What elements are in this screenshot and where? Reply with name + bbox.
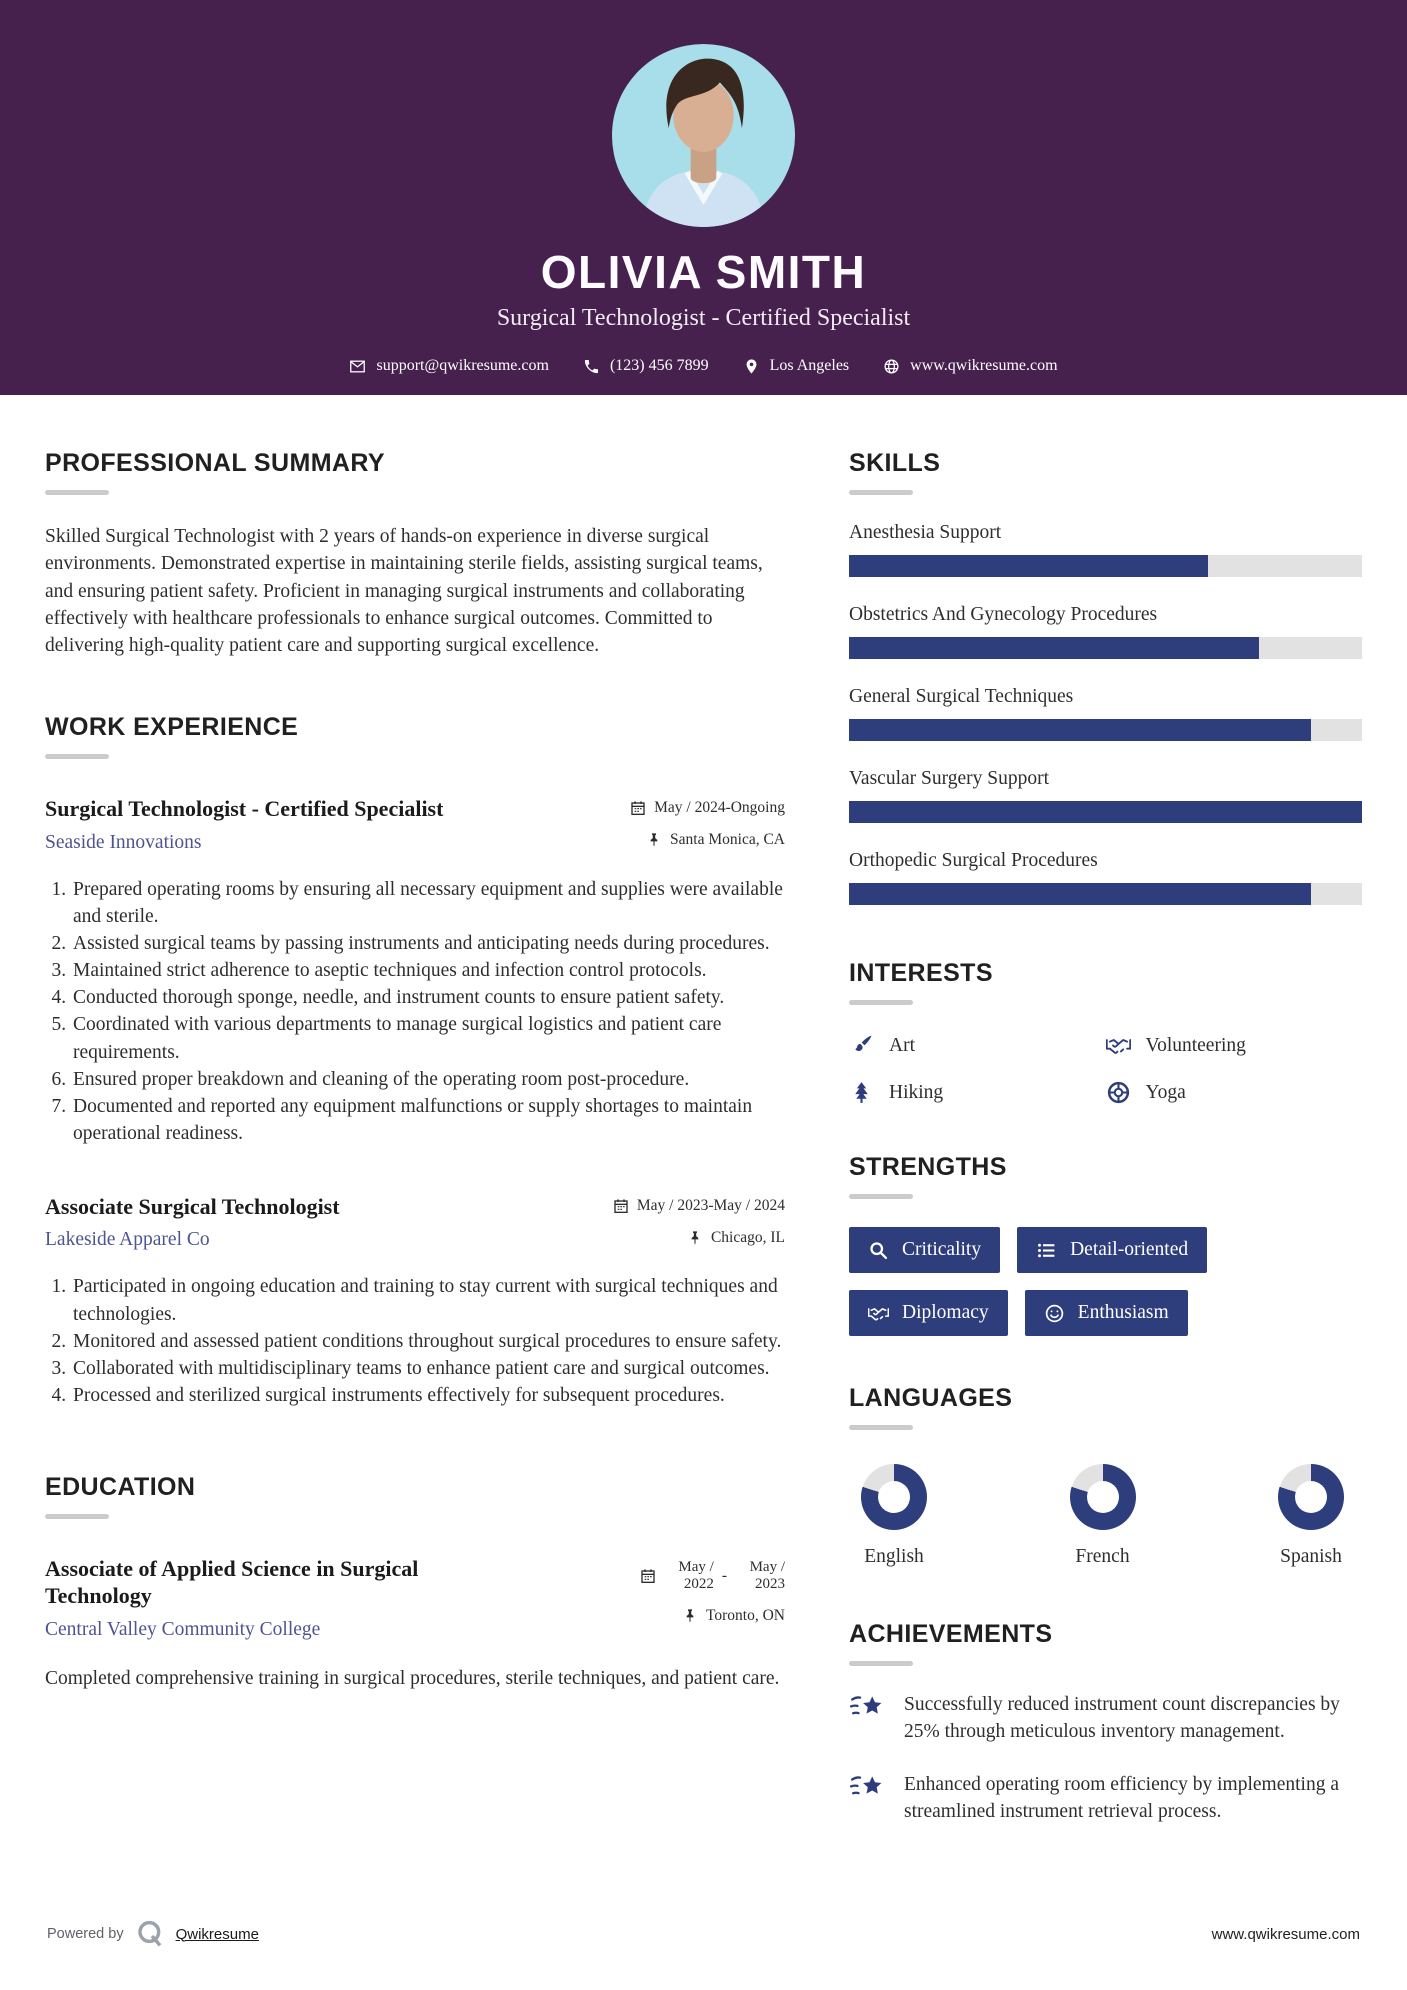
achievement-item: Successfully reduced instrument count discrepancies by 25% through meticulous inventory management. xyxy=(849,1692,1362,1746)
envelope-icon xyxy=(349,358,366,375)
calendar-icon xyxy=(630,800,646,816)
skill-label: Obstetrics And Gynecology Procedures xyxy=(849,604,1158,625)
footer-website: www.qwikresume.com xyxy=(1211,1925,1360,1943)
duty-item: 1. Prepared operating rooms by ensuring all necessary equipment and supplies were available and sterile. xyxy=(71,876,785,930)
education-header xyxy=(45,1555,785,1641)
duty-item: 7. Documented and reported any equipment malfunctions or supply shortages to maintain operational readiness. xyxy=(71,1093,785,1147)
job-meta xyxy=(613,1193,785,1247)
heading-rule xyxy=(849,1194,913,1199)
duty-item: 5. Coordinated with various departments to manage surgical logistics and patient care requirements. xyxy=(71,1011,785,1065)
pine-tree-icon xyxy=(849,1080,874,1105)
language-label: English xyxy=(864,1546,924,1567)
globe-icon xyxy=(883,358,900,375)
job-title: Associate Surgical Technologist xyxy=(45,1193,340,1219)
interest-item: Volunteering xyxy=(1106,1033,1363,1058)
job-header xyxy=(45,1193,785,1252)
skill-bar-fill xyxy=(849,637,1259,659)
heading-rule xyxy=(45,1514,109,1519)
job-header xyxy=(45,795,785,854)
footer xyxy=(0,1888,1407,1990)
strengths-heading: STRENGTHS xyxy=(849,1153,1007,1181)
education-description: Completed comprehensive training in surgical procedures, sterile techniques, and patient care. xyxy=(45,1667,780,1689)
heading-rule xyxy=(849,1000,913,1005)
language-label: French xyxy=(1075,1546,1130,1567)
skill-bar xyxy=(849,637,1362,659)
interests-section xyxy=(849,959,1362,1105)
contact-email[interactable]: support@qwikresume.com xyxy=(349,357,548,375)
wheel-icon xyxy=(1106,1080,1131,1105)
skill-row xyxy=(849,522,1362,577)
education-dates xyxy=(640,1559,785,1594)
languages-heading: LANGUAGES xyxy=(849,1384,1013,1412)
language-item xyxy=(1070,1464,1136,1568)
school-link[interactable]: Central Valley Community College xyxy=(45,1618,321,1640)
interests-heading: INTERESTS xyxy=(849,959,993,987)
education-meta xyxy=(640,1555,785,1626)
heading-rule xyxy=(849,1425,913,1430)
degree-title: Associate of Applied Science in Surgical Technology xyxy=(45,1555,419,1609)
heading-rule xyxy=(45,490,109,495)
skill-label: General Surgical Techniques xyxy=(849,686,1074,707)
skill-bar-fill xyxy=(849,883,1311,905)
duty-item: 2. Assisted surgical teams by passing instruments and anticipating needs during procedures. xyxy=(71,930,785,957)
languages-section xyxy=(849,1384,1362,1568)
achievement-item: Enhanced operating room efficiency by implementing a streamlined instrument retrieval process. xyxy=(849,1772,1362,1826)
summary-heading: PROFESSIONAL SUMMARY xyxy=(45,449,385,477)
left-column xyxy=(45,449,785,1692)
skill-label: Orthopedic Surgical Procedures xyxy=(849,850,1098,871)
skill-bar-fill xyxy=(849,555,1208,577)
job-location: Chicago, IL xyxy=(613,1229,785,1247)
skill-bar-fill xyxy=(849,801,1362,823)
language-label: Spanish xyxy=(1280,1546,1342,1567)
job-dates: May / 2024-Ongoing xyxy=(630,799,785,817)
header-banner xyxy=(0,0,1407,395)
duty-item: 3. Maintained strict adherence to aseptic techniques and infection control protocols. xyxy=(71,957,785,984)
duty-item: 6. Ensured proper breakdown and cleaning of the operating room post-procedure. xyxy=(71,1066,785,1093)
handshake-icon xyxy=(868,1303,889,1324)
date-end: May / 2023 xyxy=(749,1558,785,1593)
job-duties-list xyxy=(45,876,785,1147)
calendar-icon xyxy=(640,1568,656,1584)
smiley-icon xyxy=(1044,1303,1065,1324)
skill-row xyxy=(849,850,1362,905)
date-separator: - xyxy=(721,1567,727,1585)
qwikresume-link[interactable]: Qwikresume xyxy=(175,1925,259,1943)
strengths-section xyxy=(849,1153,1362,1336)
pushpin-icon xyxy=(682,1608,698,1624)
contact-location: Los Angeles xyxy=(743,357,850,375)
shooting-star-icon xyxy=(849,1693,887,1725)
date-start: May / 2022 xyxy=(678,1558,714,1593)
strength-pill: Criticality xyxy=(849,1227,1000,1273)
skill-bar xyxy=(849,719,1362,741)
skill-row xyxy=(849,768,1362,823)
company-link[interactable]: Seaside Innovations xyxy=(45,831,202,853)
duty-item: 4. Conducted thorough sponge, needle, and instrument counts to ensure patient safety. xyxy=(71,984,785,1011)
skill-bar-fill xyxy=(849,719,1311,741)
contact-website[interactable]: www.qwikresume.com xyxy=(883,357,1057,375)
experience-heading: WORK EXPERIENCE xyxy=(45,713,299,742)
skill-label: Vascular Surgery Support xyxy=(849,768,1050,789)
interest-item: Hiking xyxy=(849,1080,1106,1105)
powered-by-label: Powered by xyxy=(47,1926,124,1942)
strength-pills xyxy=(849,1227,1362,1336)
calendar-icon xyxy=(613,1198,629,1214)
summary-text: Skilled Surgical Technologist with 2 years of hands-on experience in diverse surgical environments. Demonstrated expertise in maintaining sterile fields, assisting surgical teams, and ensuring patient safety. Proficient in managing surgical instruments and collaborating effectively with healthcare professionals to enhance surgical outcomes. Committed to delivering high-quality patient care and supporting surgical excellence. xyxy=(45,526,763,657)
contact-row xyxy=(0,357,1407,375)
qwikresume-logo-icon xyxy=(134,1918,166,1950)
education-location: Toronto, ON xyxy=(640,1607,785,1625)
list-icon xyxy=(1036,1240,1057,1261)
job-duties-list xyxy=(45,1273,785,1408)
job-meta xyxy=(630,795,785,849)
job-location: Santa Monica, CA xyxy=(630,831,785,849)
candidate-name: OLIVIA SMITH xyxy=(540,246,867,298)
skill-bar xyxy=(849,555,1362,577)
skill-row xyxy=(849,686,1362,741)
pushpin-icon xyxy=(646,832,662,848)
strength-pill: Detail-oriented xyxy=(1017,1227,1207,1273)
job-entry xyxy=(45,795,785,1146)
magnifier-icon xyxy=(868,1240,889,1261)
duty-item: 1. Participated in ongoing education and training to stay current with surgical techniques and technologies. xyxy=(71,1273,785,1327)
heading-rule xyxy=(849,1661,913,1666)
education-section xyxy=(45,1473,785,1692)
education-entry xyxy=(45,1555,785,1692)
phone-icon xyxy=(583,358,600,375)
pushpin-icon xyxy=(687,1230,703,1246)
candidate-title: Surgical Technologist - Certified Specialist xyxy=(496,305,911,331)
interests-grid xyxy=(849,1033,1362,1105)
company-link[interactable]: Lakeside Apparel Co xyxy=(45,1229,210,1251)
heading-rule xyxy=(45,754,109,759)
right-column xyxy=(849,449,1362,1826)
language-item xyxy=(861,1464,927,1568)
language-donut xyxy=(1070,1464,1136,1530)
summary-section xyxy=(45,449,785,659)
language-item xyxy=(1278,1464,1344,1568)
languages-row xyxy=(849,1464,1362,1568)
job-title: Surgical Technologist - Certified Specialist xyxy=(45,796,444,822)
footer-branding xyxy=(47,1918,259,1950)
language-donut xyxy=(1278,1464,1344,1530)
experience-section xyxy=(45,713,785,1408)
interest-item: Art xyxy=(849,1033,1106,1058)
skill-bar xyxy=(849,883,1362,905)
strength-pill: Enthusiasm xyxy=(1025,1290,1188,1336)
person-portrait-icon xyxy=(612,44,795,227)
job-entry xyxy=(45,1193,785,1409)
duty-item: 2. Monitored and assessed patient conditions throughout surgical procedures to ensure safety. xyxy=(71,1328,785,1355)
skill-label: Anesthesia Support xyxy=(849,522,1002,543)
handshake-icon xyxy=(1106,1033,1131,1058)
skill-bar xyxy=(849,801,1362,823)
paintbrush-icon xyxy=(849,1033,874,1058)
skills-heading: SKILLS xyxy=(849,449,941,477)
achievements-heading: ACHIEVEMENTS xyxy=(849,1620,1053,1648)
main-content xyxy=(0,395,1407,1888)
duty-item: 4. Processed and sterilized surgical instruments effectively for subsequent procedures. xyxy=(71,1382,785,1409)
interest-item: Yoga xyxy=(1106,1080,1363,1105)
contact-phone[interactable]: (123) 456 7899 xyxy=(583,357,709,375)
shooting-star-icon xyxy=(849,1773,887,1805)
heading-rule xyxy=(849,490,913,495)
strength-pill: Diplomacy xyxy=(849,1290,1008,1336)
profile-photo xyxy=(612,44,795,227)
skill-row xyxy=(849,604,1362,659)
language-donut xyxy=(861,1464,927,1530)
skills-section xyxy=(849,449,1362,905)
job-dates: May / 2023-May / 2024 xyxy=(613,1197,785,1215)
map-pin-icon xyxy=(743,358,760,375)
achievements-section xyxy=(849,1620,1362,1826)
duty-item: 3. Collaborated with multidisciplinary teams to enhance patient care and surgical outcomes. xyxy=(71,1355,785,1382)
education-heading: EDUCATION xyxy=(45,1472,196,1501)
